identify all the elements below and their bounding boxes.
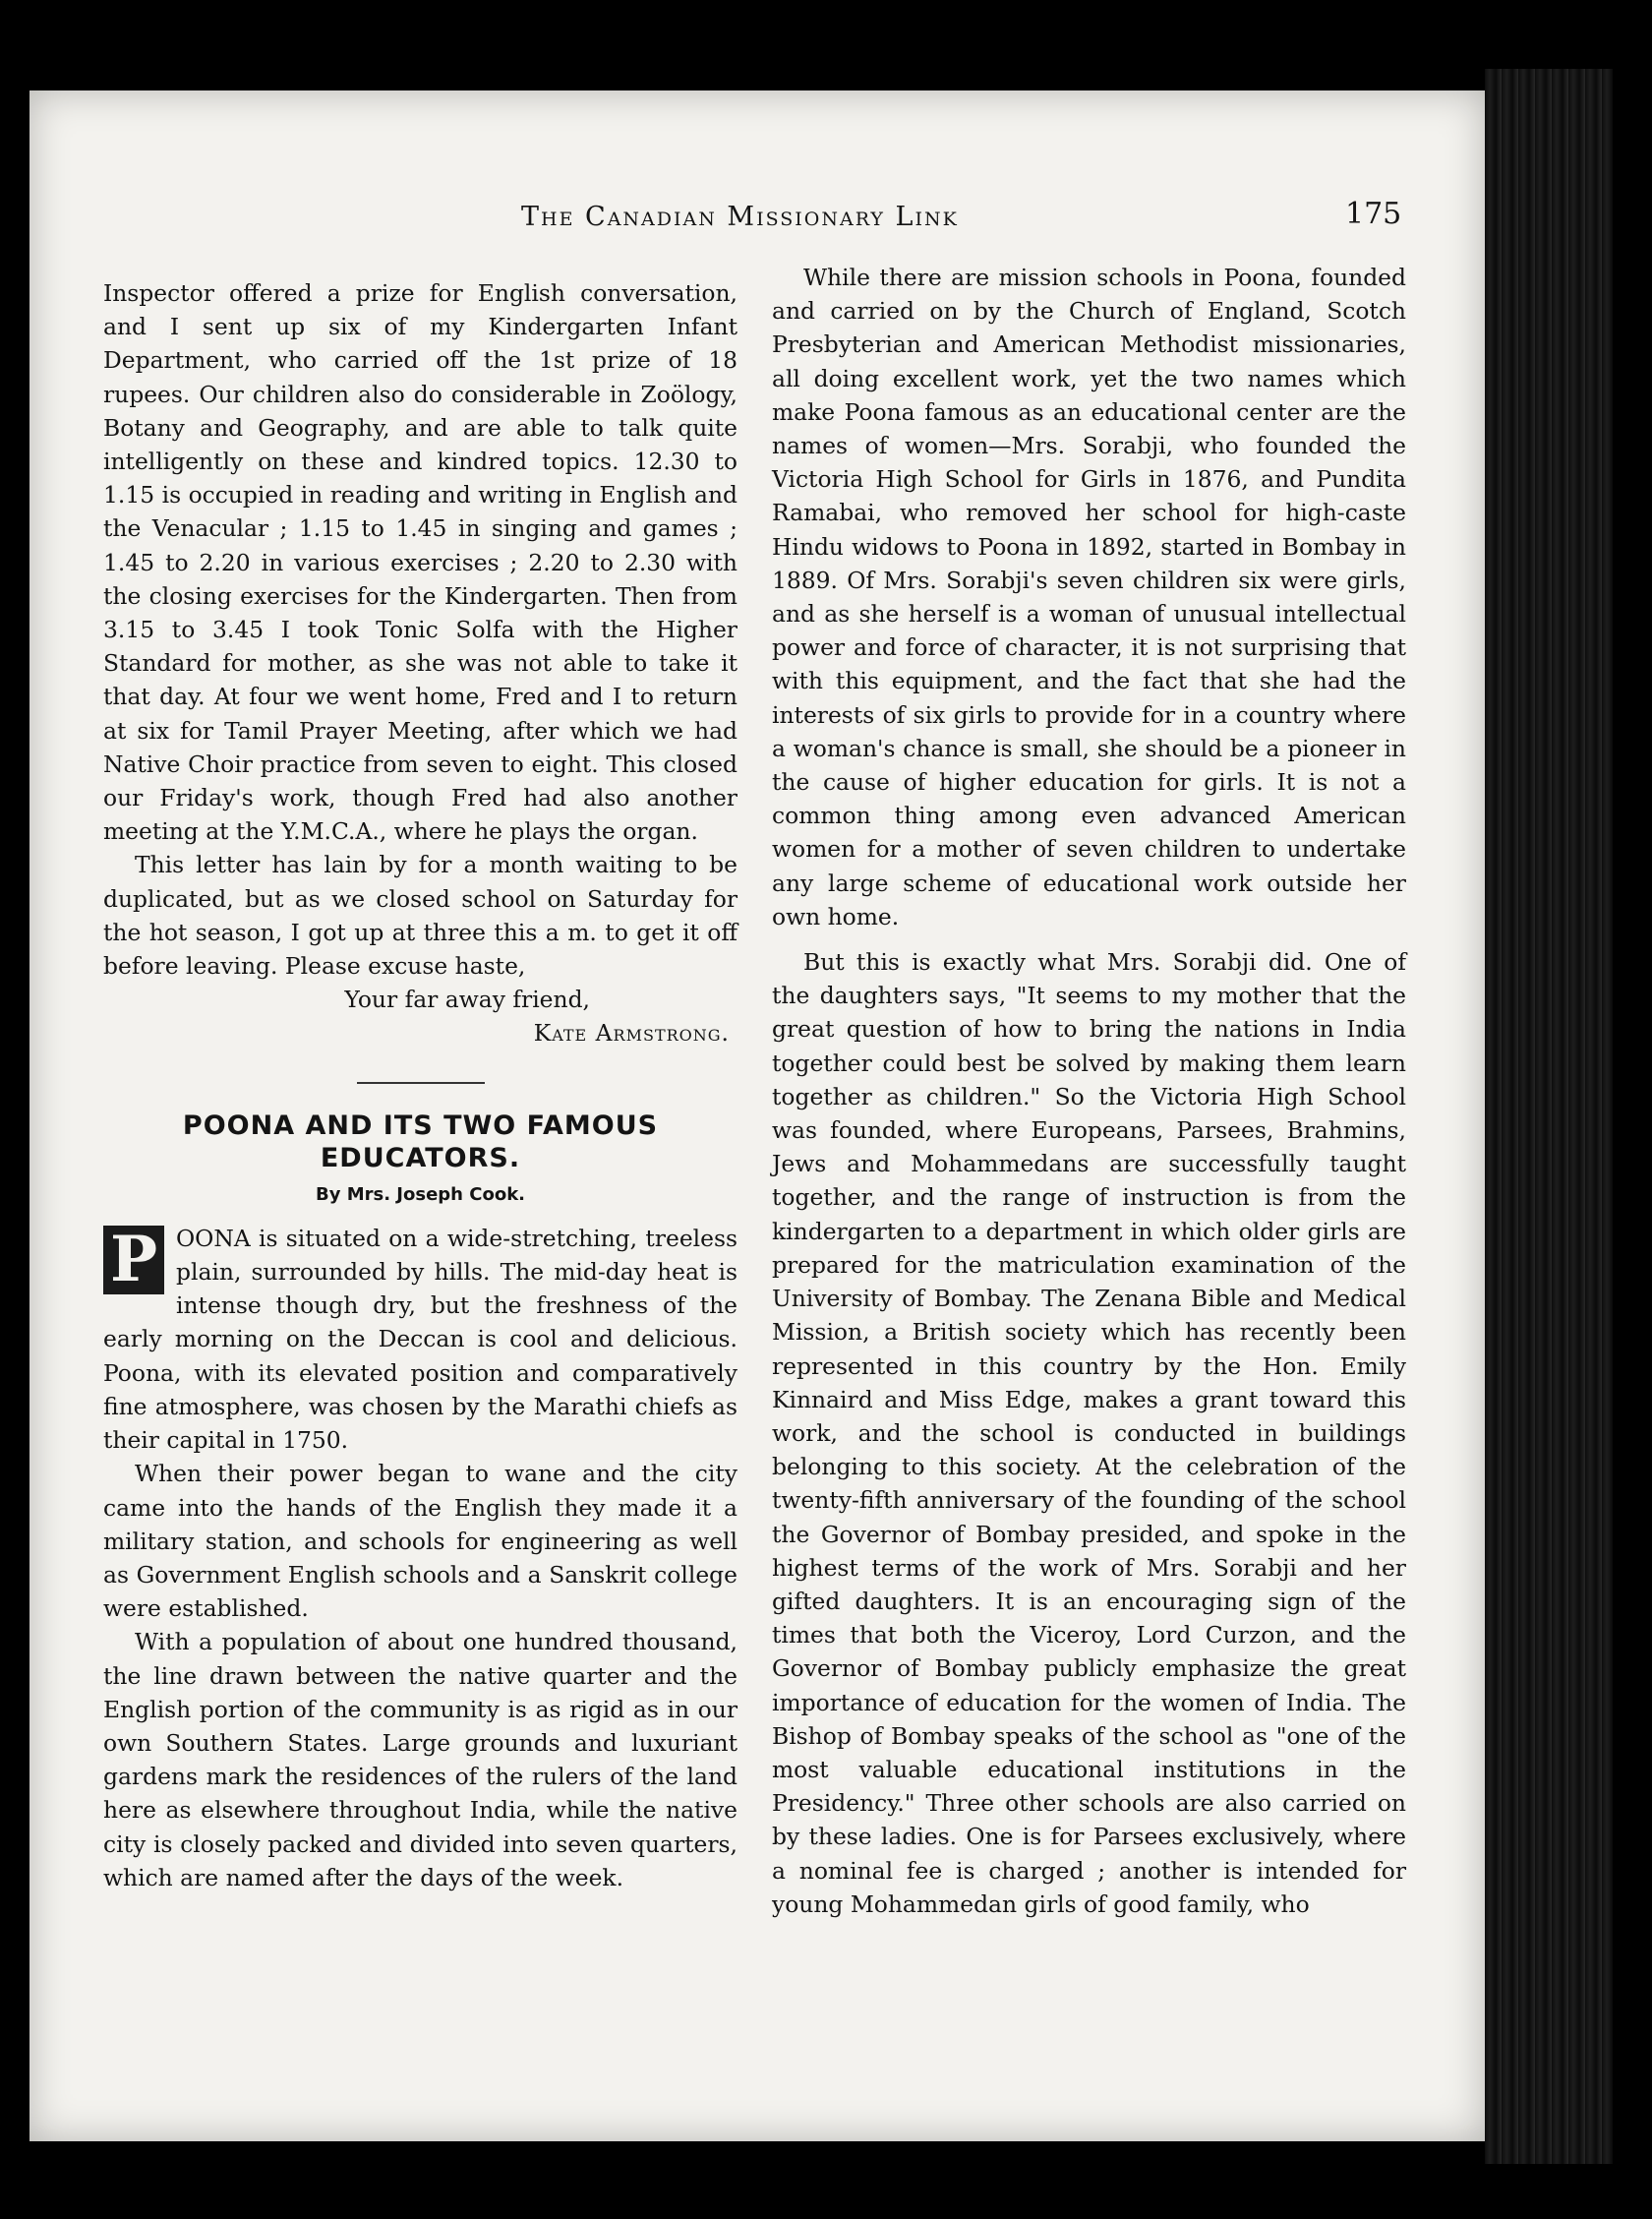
article-paragraph: With a population of about one hundred thousand, the line drawn between the native quarter and the English portion of the community is as rigid as in our own Southern States. Large grounds and luxuriant gardens mark the residences of the rulers of the land here as elsewhere throughout India, while the native city is closely packed and divided into seven quarters, which are named after the days of the week. bbox=[103, 1628, 738, 1891]
article-paragraph: While there are mission schools in Poona, founded and carried on by the Church of England, Scotch Presbyterian and American Methodist missionaries, all doing excellent work, yet the two names which make Poona famous as an educational center are the names of women—Mrs. Sorabji, who founded the Victoria High School for Girls in 1876, and Pundita Ramabai, who removed her school for high-caste Hindu widows to Poona in 1892, started in Bombay in 1889. Of Mrs. Sorabji's seven children six were girls, and as she herself is a woman of unusual intellectual power and force of character, it is not surprising that with this equipment, and the fact that she had the interests of six girls to provide for in a country where a woman's chance is small, she should be a pioneer in the cause of higher education for girls. It is not a common thing among even advanced American women for a mother of seven children to undertake any large scheme of educational work outside her own home. bbox=[772, 264, 1406, 930]
article-paragraph-text: OONA is situated on a wide-stretching, treeless plain, surrounded by hills. The mid-day heat is intense though dry, but the freshness of the early morning on the Deccan is cool and delicious. Poona, with its elevated position and comparatively fine atmosphere, was chosen by the Marathi chiefs as their capital in 1750. bbox=[103, 1224, 738, 1455]
letter-signature: Kate Armstrong. bbox=[533, 1019, 730, 1048]
article-paragraph bbox=[103, 1222, 738, 1457]
article-paragraph: When their power began to wane and the city came into the hands of the English they made it a military station, and schools for engineering as well as Government English schools and a Sanskrit college were established. bbox=[103, 1460, 738, 1623]
article-paragraph: But this is exactly what Mrs. Sorabji did. One of the daughters says, "It seems to my mother that the great question of how to bring the nations in India together could best be solved by making them learn together as children." So the Victoria High School was founded, where Europeans, Parsees, Brahmins, Jews and Mohammedans are successfully taught together, and the range of instruction is from the kindergarten to a department in which older girls are prepared for the matriculation examination of the University of Bombay. The Zenana Bible and Medical Mission, a British society which has recently been represented in this country by the Hon. Emily Kinnaird and Miss Edge, makes a grant toward this work, and the school is conducted in buildings belonging to this society. At the celebration of the twenty-fifth anniversary of the founding of the school the Governor of Bombay presided, and spoke in the highest terms of the work of Mrs. Sorabji and her gifted daughters. It is an encouraging sign of the times that both the Viceroy, Lord Curzon, and the Governor of Bombay publicly emphasize the great importance of education for the women of India. The Bishop of Bombay speaks of the school as "one of the most valuable educational institutions in the Presidency." Three other schools are also carried on by these ladies. One is for Parsees exclusively, where a nominal fee is charged ; another is intended for young Mohammedan girls of good family, who bbox=[772, 948, 1406, 1918]
drop-cap: P bbox=[103, 1226, 164, 1294]
letter-paragraph: Inspector offered a prize for English conversation, and I sent up six of my Kindergarten Infant Department, who carried off the 1st prize of 18 rupees. Our children also do considerable in Zoölogy, Botany and Geography, and are able to talk quite intelligently on these and kindred topics. 12.30 to 1.15 is occupied in reading and writing in English and the Venacular ; 1.15 to 1.45 in singing and games ; 1.45 to 2.20 in various exercises ; 2.20 to 2.30 with the closing exercises for the Kindergarten. Then from 3.15 to 3.45 I took Tonic Solfa with the Higher Standard for mother, as she was not able to take it that day. At four we went home, Fred and I to return at six for Tamil Prayer Meeting, after which we had Native Choir practice from seven to eight. This closed our Friday's work, though Fred had also another meeting at the Y.M.C.A., where he plays the organ. bbox=[103, 279, 738, 846]
right-column bbox=[772, 261, 1406, 1921]
journal-title: The Canadian Missionary Link bbox=[521, 202, 959, 232]
running-head bbox=[521, 202, 959, 232]
letter-paragraph: This letter has lain by for a month waiting to be duplicated, but as we closed school on Saturday for the hot season, I got up at three this a m. to get it off before leaving. Please excuse haste, bbox=[103, 851, 738, 981]
left-column bbox=[103, 276, 738, 1894]
book-binding-edge bbox=[1485, 69, 1613, 2164]
page-number: 175 bbox=[1345, 197, 1402, 231]
section-divider bbox=[357, 1082, 485, 1084]
article-title: POONA AND ITS TWO FAMOUS EDUCATORS. bbox=[182, 1110, 659, 1173]
article-byline: By Mrs. Joseph Cook. bbox=[315, 1183, 526, 1205]
letter-closing: Your far away friend, bbox=[344, 986, 590, 1014]
